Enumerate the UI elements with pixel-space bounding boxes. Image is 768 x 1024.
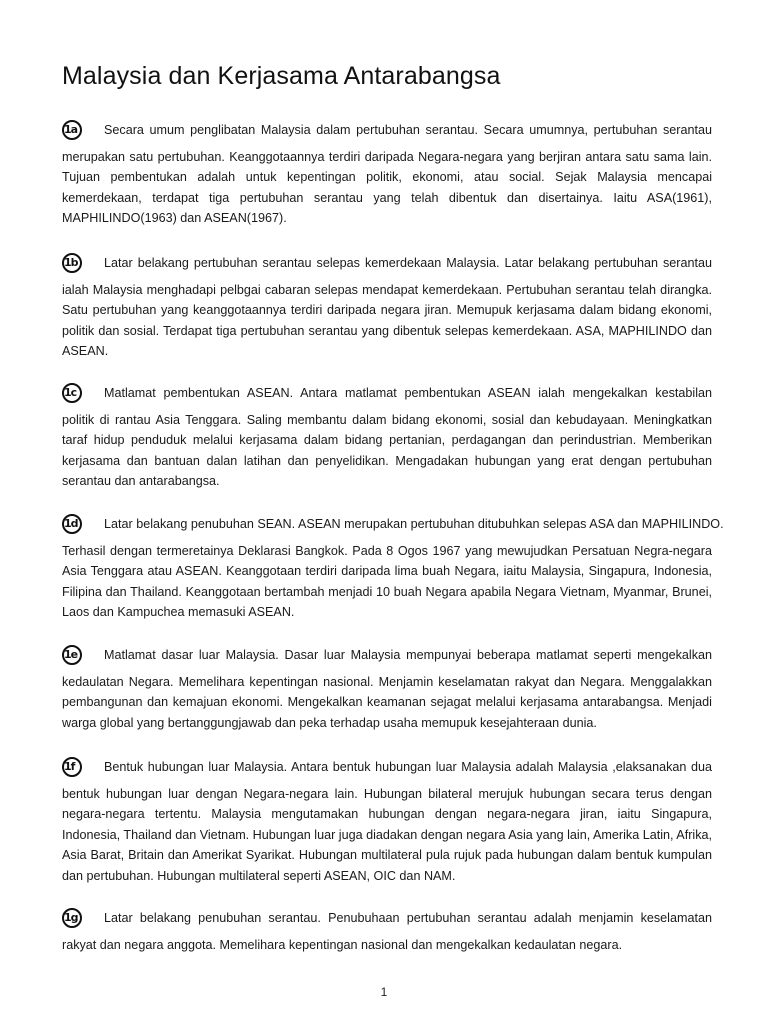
section-1b xyxy=(62,253,712,362)
section-body: merupakan satu pertubuhan. Keanggotaannya terdiri daripada Negara-negara yang berjiran antara satu sama lain. Tujuan pembentukan adalah untuk kepentingan politik, ekonomi, atau social. Sejak Malaysia mencapai kemerdekaan, terdapat tiga pertubuhan serantau yang telah dibentuk dan disertainya. Iaitu ASA(1961), MAPHILINDO(1963) dan ASEAN(1967). xyxy=(62,150,712,226)
badge-1b-icon: 1b xyxy=(62,253,82,273)
section-first-line: Bentuk hubungan luar Malaysia. Antara bentuk hubungan luar Malaysia adalah Malaysia ,elaksanakan dua xyxy=(104,760,712,774)
page-title: Malaysia dan Kerjasama Antarabangsa xyxy=(62,62,501,90)
section-body: rakyat dan negara anggota. Memelihara kepentingan nasional dan mengekalkan kedaulatan negara. xyxy=(62,938,623,952)
section-first-line: Latar belakang penubuhan SEAN. ASEAN merupakan pertubuhan ditubuhkan selepas ASA dan MAPHILINDO. xyxy=(104,517,724,531)
section-1c xyxy=(62,383,712,492)
badge-1a-icon: 1a xyxy=(62,120,82,140)
section-first-line: Latar belakang penubuhan serantau. Penubuhaan pertubuhan serantau adalah menjamin keselamatan xyxy=(104,911,712,925)
section-first-line: Matlamat dasar luar Malaysia. Dasar luar Malaysia mempunyai beberapa matlamat seperti mengekalkan xyxy=(104,648,712,662)
section-body: kedaulatan Negara. Memelihara kepentingan nasional. Menjamin keselamatan rakyat dan Negara. Menggalakkan pembangunan dan kemajuan ekonomi. Mengekalkan keamanan sejagat melalui kerjasama antarabangsa. Menjadi warga global yang bertanggungjawab dan peka terhadap usaha memupuk kesejahteraan dunia. xyxy=(62,675,712,730)
section-1g xyxy=(62,908,712,955)
section-1f xyxy=(62,757,712,886)
section-1d xyxy=(62,514,724,623)
section-body: ialah Malaysia menghadapi pelbgai cabaran selepas mendapat kemerdekaan. Pertubuhan serantau telah dirangka. Satu pertubuhan yang keanggotaannya terdiri daripada negara jiran. Memupuk kerjasama dalam bidang ekonomi, politik dan sosial. Terdapat tiga pertubuhan serantau yang dibentuk selepas kemerdekaan. ASA, MAPHILINDO dan ASEAN. xyxy=(62,283,712,359)
badge-1c-icon: 1c xyxy=(62,383,82,403)
badge-1d-icon: 1d xyxy=(62,514,82,534)
badge-1g-icon: 1g xyxy=(62,908,82,928)
badge-1e-icon: 1e xyxy=(62,645,82,665)
section-first-line: Latar belakang pertubuhan serantau selepas kemerdekaan Malaysia. Latar belakang pertubuhan serantau xyxy=(104,256,712,270)
section-1e xyxy=(62,645,712,733)
section-first-line: Secara umum penglibatan Malaysia dalam pertubuhan serantau. Secara umumnya, pertubuhan serantau xyxy=(104,123,712,137)
section-1a xyxy=(62,120,712,229)
page-number: 1 xyxy=(380,985,388,999)
section-body: politik di rantau Asia Tenggara. Saling membantu dalam bidang ekonomi, sosial dan kebudayaan. Meningkatkan taraf hidup penduduk melalui kerjasama dalam bidang pertanian, perdagangan dan perindustrian. Memberikan kerjasama dan bantuan dalan latihan dan penyelidikan. Mengadakan hubungan yang erat dengan pertubuhan serantau dan antarabangsa. xyxy=(62,413,712,489)
badge-1f-icon: 1f xyxy=(62,757,82,777)
section-body: bentuk hubungan luar dengan Negara-negara lain. Hubungan bilateral merujuk hubungan secara terus dengan negara-negara tertentu. Malaysia mengutamakan hubungan dengan negara-negara jiran, iaitu Singapura, Indonesia, Thailand dan Vietnam. Hubungan luar juga diadakan dengan negara Asia yang lain, Amerika Latin, Afrika, Asia Barat, Britain dan Amerikat Syarikat. Hubungan multilateral pula rujuk pada hubungan dalam bentuk kumpulan dan pertubuhan. Hubungan multilateral seperti ASEAN, OIC dan NAM. xyxy=(62,787,712,883)
section-body: Terhasil dengan termeretainya Deklarasi Bangkok. Pada 8 Ogos 1967 yang mewujudkan Persatuan Negra-negara Asia Tenggara atau ASEAN. Keanggotaan terdiri daripada lima buah Negara, iaitu Malaysia, Singapura, Indonesia, Filipina dan Thailand. Keanggotaan bertambah menjadi 10 buah Negara apabila Negara Vietnam, Myanmar, Brunei, Laos dan Kampuchea memasuki ASEAN. xyxy=(62,544,712,620)
section-first-line: Matlamat pembentukan ASEAN. Antara matlamat pembentukan ASEAN ialah mengekalkan kestabilan xyxy=(104,386,712,400)
